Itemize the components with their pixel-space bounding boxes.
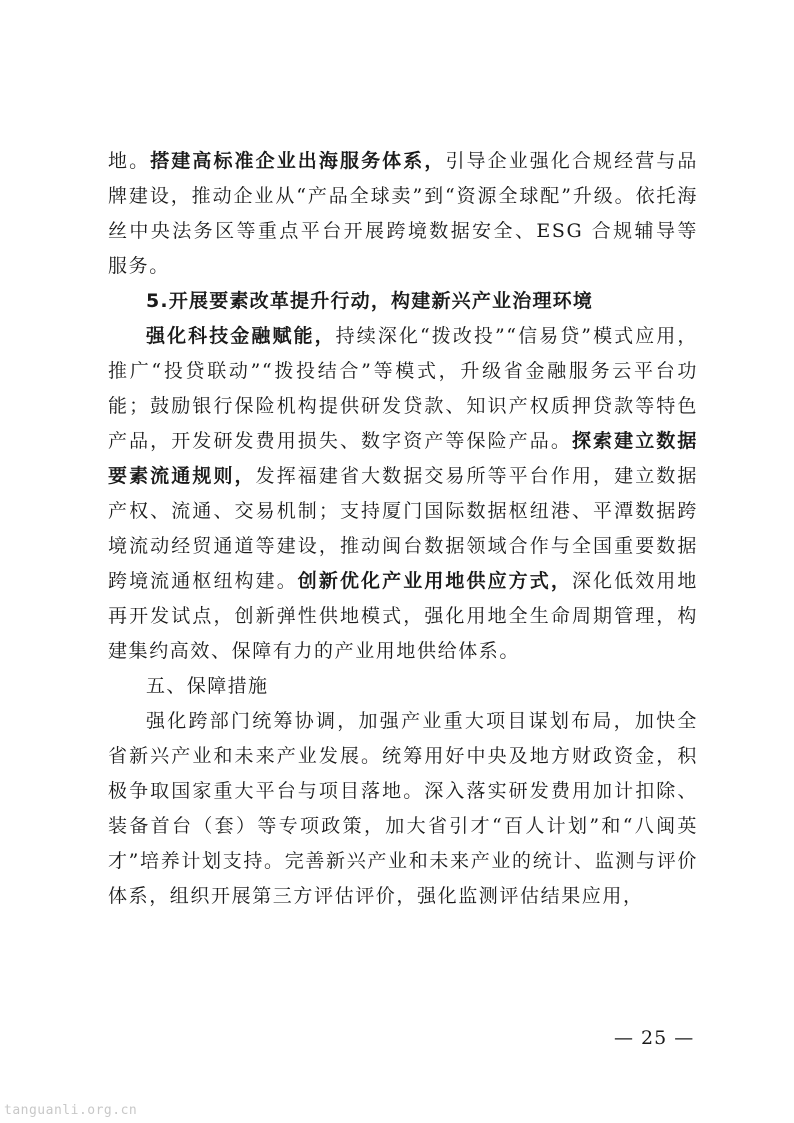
text-run: 深化低效用地再开发试点，创新弹性供地模式，强化用地全生命周期管理，构建集约高效、保障有力的产业用地供给体系。 <box>108 570 698 662</box>
paragraph-safeguards: 强化跨部门统筹协调，加强产业重大项目谋划布局，加快全省新兴产业和未来产业发展。统筹用好中央及地方财政资金，积极争取国家重大平台与项目落地。深入落实研发费用加计扣除、装备首台（套）等专项政策，加大省引才“百人计划”和“八闽英才”培养计划支持。完善新兴产业和未来产业的统计、监测与评价体系，组织开展第三方评估评价，强化监测评估结果应用， <box>108 710 698 907</box>
bold-lead-phrase: 强化科技金融赋能， <box>146 325 336 347</box>
bold-lead-phrase: 创新优化产业用地供应方式， <box>297 570 572 592</box>
text-run: 引导企业强化合规经营与品牌建设，推动企业从“产品全球卖”到“资源全球配”升级。依托海丝中央法务区等重点平台开展跨境数据安全、ESG 合规辅导等服务。 <box>108 150 699 277</box>
page-number: — 25 — <box>614 1027 695 1049</box>
bold-lead-phrase: 搭建高标准企业出海服务体系， <box>150 150 446 172</box>
paragraph-overseas-service <box>108 144 698 284</box>
text-run: 持续深化“拨改投”“信易贷”模式应用，推广“投贷联动”“拨投结合”等模式，升级省金融服务云平台功能；鼓励银行保险机构提供研发贷款、知识产权质押贷款等特色产品，开发研发费用损失、数字资产等保险产品。 <box>108 325 698 452</box>
text-run: 发挥福建省大数据交易所等平台作用，建立数据产权、流通、交易机制；支持厦门国际数据枢纽港、平潭数据跨境流动经贸通道等建设，推动闽台数据领域合作与全国重要数据跨境流通枢纽构建。 <box>108 465 698 592</box>
paragraph-factor-reform <box>108 319 698 669</box>
document-body <box>108 144 698 914</box>
bold-lead-phrase: 探索建立数据要素流通规则， <box>108 430 698 487</box>
watermark-text: tanguanli.org.cn <box>4 1103 138 1118</box>
text-run: 地。 <box>108 150 151 172</box>
section-heading: 五、保障措施 <box>146 675 269 697</box>
subsection-heading: 5.开展要素改革提升行动，构建新兴产业治理环境 <box>146 290 594 312</box>
